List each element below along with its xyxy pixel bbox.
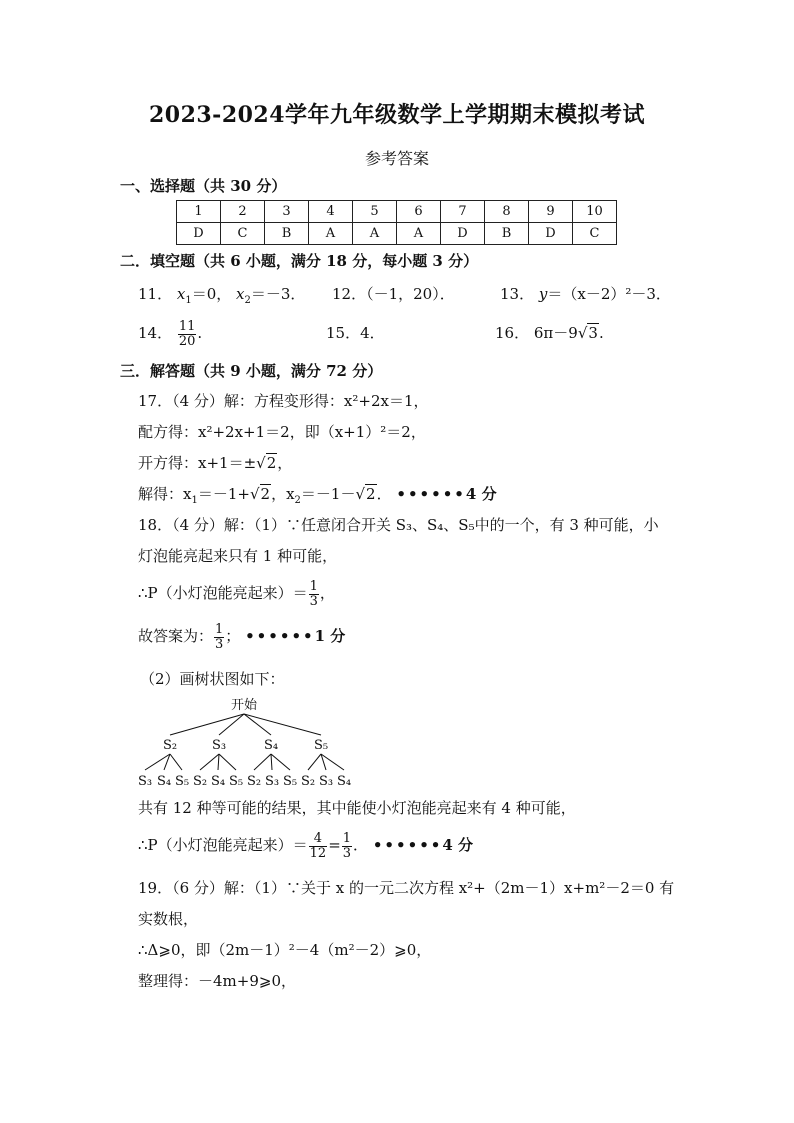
tree-node-level1: S₂ <box>162 738 178 753</box>
table-cell: B <box>485 223 529 245</box>
tree-node-level2: S₄ <box>210 774 226 789</box>
fraction <box>178 320 197 349</box>
tree-node-level2: S₂ <box>300 774 316 789</box>
tree-node-level2: S₃ <box>318 774 334 789</box>
table-cell: 4 <box>309 201 353 223</box>
q17-line-3 <box>138 453 292 473</box>
sqrt-symbol: √2 <box>249 485 271 503</box>
fraction-numerator: 4 <box>309 832 328 847</box>
q19-line-4: 整理得：－4m+9⩾0， <box>138 972 296 990</box>
q18-line-4 <box>138 621 345 652</box>
answer-q13 <box>500 284 671 304</box>
table-cell: 8 <box>485 201 529 223</box>
score-dots: •••••• <box>245 627 315 645</box>
tree-node-level2: S₄ <box>336 774 352 789</box>
q19-line-2: 实数根， <box>138 910 199 928</box>
table-cell: 3 <box>265 201 309 223</box>
answer-q12 <box>332 284 455 304</box>
sqrt-symbol: √2 <box>355 485 376 503</box>
answer-q15 <box>326 323 385 343</box>
text: 故答案为： <box>138 627 214 645</box>
radicand: 3 <box>588 324 598 342</box>
table-cell: D <box>529 223 573 245</box>
text: ∴P（小灯泡能亮起来）＝ <box>138 836 308 854</box>
answer-text: ＝0， <box>191 285 232 303</box>
score-label: 1 分 <box>314 627 346 645</box>
table-cell: A <box>309 223 353 245</box>
text: ，x <box>271 485 295 503</box>
tree-diagram <box>130 692 370 792</box>
q18-line-2: 灯泡能亮起来只有 1 种可能， <box>138 547 338 565</box>
tree-node-level1: S₄ <box>263 738 279 753</box>
fraction-numerator: 1 <box>215 621 224 637</box>
fraction-denominator: 3 <box>215 636 224 652</box>
fraction <box>309 580 319 609</box>
tree-node-level2: S₅ <box>282 774 298 789</box>
tree-node-level2: S₃ <box>137 774 153 789</box>
table-cell: 1 <box>177 201 221 223</box>
fraction-numerator: 1 <box>309 578 318 594</box>
sqrt-symbol: √3 <box>577 324 598 342</box>
table-cell: D <box>441 223 485 245</box>
text: ． <box>376 485 392 503</box>
table-cell: C <box>573 223 617 245</box>
table-cell: B <box>265 223 309 245</box>
question-number: 13． <box>500 285 535 303</box>
score-label: 4 分 <box>465 485 497 503</box>
answer-text: （－1，20）． <box>366 285 455 303</box>
table-cell: 10 <box>573 201 617 223</box>
section-3-heading: 三．解答题（共 9 小题，满分 72 分） <box>120 362 383 380</box>
answer-table <box>176 200 617 245</box>
fraction-numerator: 1 <box>342 830 352 846</box>
text: ＝－1－ <box>300 485 356 503</box>
fraction <box>342 832 352 861</box>
section-1-heading: 一、选择题（共 30 分） <box>120 177 287 195</box>
answer-text: . <box>598 324 604 342</box>
q18-line-7 <box>138 830 473 861</box>
q19-line-1: 19．（6 分）解：（1）∵关于 x 的一元二次方程 x²+（2m－1）x+m²－2＝0 有 <box>138 879 675 897</box>
q17-line-4 <box>138 484 497 511</box>
fraction-denominator: 20 <box>178 333 196 349</box>
answer-text: ＝（x－2）²－3． <box>547 285 671 303</box>
answer-text: ＝－3． <box>250 285 306 303</box>
table-cell: 6 <box>397 201 441 223</box>
page-title: 2023-2024学年九年级数学上学期期末模拟考试 <box>148 102 646 128</box>
answer-q14 <box>138 318 202 349</box>
text: 开方得：x+1＝± <box>138 454 257 472</box>
tree-node-level2: S₃ <box>264 774 280 789</box>
variable: x <box>176 285 186 303</box>
answer-text: 4． <box>360 324 385 342</box>
question-number: 14． <box>138 324 173 342</box>
answer-table-number-row <box>177 201 617 223</box>
q18-line-1: 18．（4 分）解：（1）∵任意闭合开关 S₃、S₄、S₅中的一个，有 3 种可能，小 <box>138 516 659 534</box>
subscript: 2 <box>294 495 301 506</box>
answer-text: . <box>197 324 203 342</box>
subscript: 2 <box>244 295 251 306</box>
q18-line-5: （2）画树状图如下： <box>140 670 285 688</box>
tree-node-level1: S₅ <box>313 738 329 753</box>
answer-text: 6π－9 <box>533 324 578 342</box>
fraction-numerator: 11 <box>178 318 196 334</box>
fraction <box>214 623 224 652</box>
variable: y <box>538 285 548 303</box>
tree-node-level1: S₃ <box>211 738 227 753</box>
table-cell: D <box>177 223 221 245</box>
section-2-heading: 二．填空题（共 6 小题，满分 18 分，每小题 3 分） <box>120 252 479 270</box>
fraction <box>309 832 328 861</box>
sqrt-symbol: √2 <box>256 454 277 472</box>
q19-line-3: ∴Δ⩾0，即（2m－1）²－4（m²－2）⩾0， <box>138 941 432 959</box>
subscript: 1 <box>191 495 198 506</box>
table-cell: 2 <box>221 201 265 223</box>
question-number: 11． <box>138 285 173 303</box>
table-cell: 9 <box>529 201 573 223</box>
score-label: 4 分 <box>442 836 474 854</box>
answer-q11 <box>138 284 305 311</box>
question-number: 16． <box>495 324 530 342</box>
score-dots: •••••• <box>372 836 443 854</box>
text: 解得：x <box>138 485 192 503</box>
tree-node-level2: S₂ <box>192 774 208 789</box>
q17-line-1: 17．（4 分）解：方程变形得：x²+2x＝1， <box>138 392 429 410</box>
page-subtitle: 参考答案 <box>364 149 429 168</box>
question-number: 12． <box>332 285 367 303</box>
text: ， <box>277 454 293 472</box>
fraction-denominator: 3 <box>342 845 352 861</box>
table-cell: A <box>353 223 397 245</box>
tree-node-level2: S₅ <box>228 774 244 789</box>
table-cell: 5 <box>353 201 397 223</box>
score-dots: •••••• <box>396 485 466 503</box>
fraction-denominator: 12 <box>309 845 327 861</box>
tree-node-level2: S₅ <box>174 774 190 789</box>
radicand: 2 <box>366 485 376 503</box>
table-cell: C <box>221 223 265 245</box>
text: ． <box>353 836 369 854</box>
text: ＝－1+ <box>197 485 250 503</box>
q18-line-6: 共有 12 种等可能的结果，其中能使小灯泡能亮起来有 4 种可能， <box>138 799 576 817</box>
subscript: 1 <box>185 295 192 306</box>
tree-node-level2: S₄ <box>156 774 172 789</box>
variable: x <box>236 285 245 303</box>
radicand: 2 <box>266 454 277 472</box>
radicand: 2 <box>260 485 271 503</box>
q17-line-2: 配方得：x²+2x+1＝2，即（x+1）²＝2， <box>138 423 426 441</box>
q18-line-3 <box>138 578 335 609</box>
question-number: 15． <box>326 324 361 342</box>
answer-q16 <box>495 323 604 343</box>
table-cell: A <box>397 223 441 245</box>
text: ， <box>319 584 335 602</box>
text: ∴P（小灯泡能亮起来）＝ <box>138 584 308 602</box>
text: ； <box>225 627 241 645</box>
answer-table-answer-row <box>177 223 617 245</box>
fraction-denominator: 3 <box>309 593 318 609</box>
table-cell: 7 <box>441 201 485 223</box>
tree-node-level2: S₂ <box>246 774 262 789</box>
text: = <box>328 836 341 854</box>
tree-root-label: 开始 <box>230 698 258 713</box>
